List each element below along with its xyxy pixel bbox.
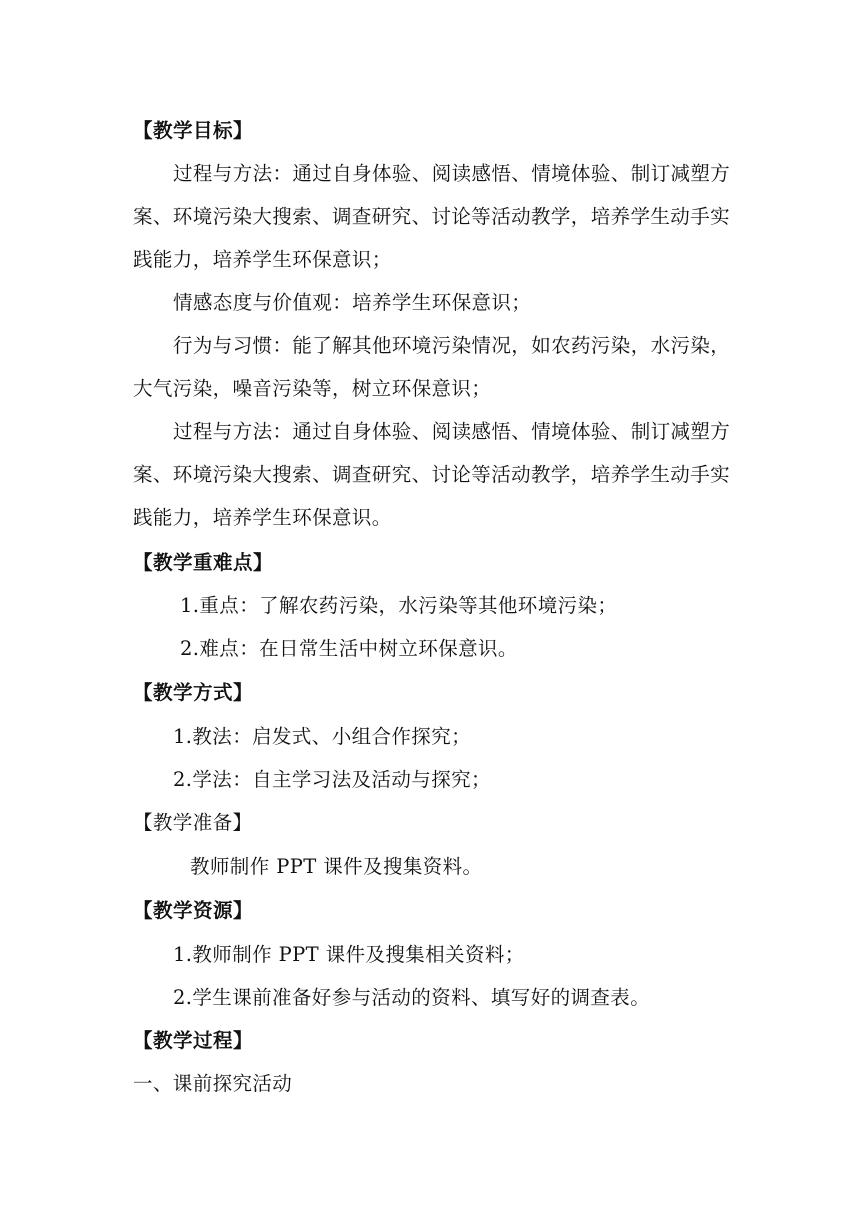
process-step-heading: 一、课前探究活动 [133,1072,293,1095]
goals-paragraph-line: 案、环境污染大搜索、调查研究、讨论等活动教学，培养学生动手实 [133,463,731,486]
section-heading-methods: 【教学方式】 [133,681,254,704]
key-point-item: 1.重点：了解农药污染，水污染等其他环境污染； [180,594,618,617]
preparation-text: 教师制作 PPT 课件及搜集资料。 [190,855,483,878]
goals-paragraph-line: 情感态度与价值观：培养学生环保意识； [173,291,532,314]
section-heading-resources: 【教学资源】 [133,899,254,922]
goals-paragraph-line: 案、环境污染大搜索、调查研究、讨论等活动教学，培养学生动手实 [133,205,731,228]
goals-paragraph-line: 大气污染，噪音污染等，树立环保意识； [133,377,492,400]
goals-paragraph-line: 践能力，培养学生环保意识。 [133,506,392,529]
goals-paragraph-line: 过程与方法：通过自身体验、阅读感悟、情境体验、制订减塑方 [173,420,731,443]
resource-item: 2.学生课前准备好参与活动的资料、填写好的调查表。 [173,986,651,1009]
section-heading-process: 【教学过程】 [133,1029,254,1052]
method-item: 1.教法：启发式、小组合作探究； [173,725,472,748]
goals-paragraph-line: 践能力，培养学生环保意识； [133,248,392,271]
goals-paragraph-line: 过程与方法：通过自身体验、阅读感悟、情境体验、制订减塑方 [173,162,731,185]
method-item: 2.学法：自主学习法及活动与探究； [173,768,491,791]
resource-item: 1.教师制作 PPT 课件及搜集相关资料； [173,943,525,966]
key-point-item: 2.难点：在日常生活中树立环保意识。 [180,637,518,660]
section-heading-goals: 【教学目标】 [133,119,254,142]
section-heading-key-points: 【教学重难点】 [133,551,274,574]
section-heading-preparation: 【教学准备】 [133,811,253,834]
goals-paragraph-line: 行为与习惯：能了解其他环境污染情况，如农药污染，水污染， [173,334,731,357]
